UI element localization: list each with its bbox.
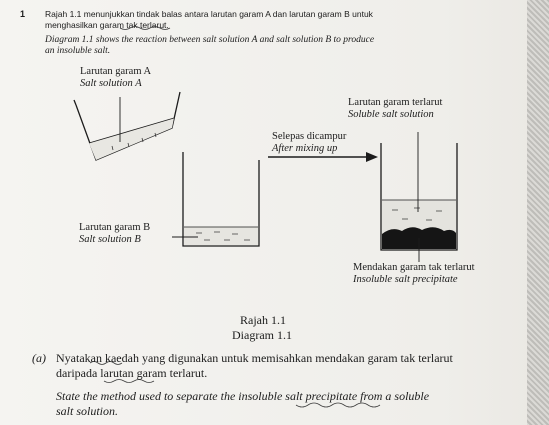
part-a-ms-line2: daripada larutan garam terlarut. — [56, 366, 208, 380]
question-number: 1 — [20, 9, 26, 19]
part-a-ms-line1: Nyatakan kaedah yang digunakan untuk memisahkan mendakan garam tak terlarut — [56, 351, 453, 365]
label-a-ms: Larutan garam A — [80, 66, 152, 77]
part-a-en-line2: salt solution. — [56, 404, 119, 418]
precipitate-label-en: Insoluble salt precipitate — [353, 274, 458, 285]
intro-en-line1: Diagram 1.1 shows the reaction between salt solution A and salt solution B to produce — [45, 35, 375, 45]
label-b-ms: Larutan garam B — [79, 222, 151, 233]
soluble-label-en: Soluble salt solution — [348, 109, 434, 120]
underline-garam — [120, 27, 170, 30]
underline-insoluble — [296, 403, 380, 407]
label-a-en: Salt solution A — [80, 78, 142, 89]
caption-en: Diagram 1.1 — [232, 328, 292, 342]
label-b-en: Salt solution B — [79, 234, 141, 245]
arrow-label-ms: Selepas dicampur — [272, 131, 347, 142]
part-a-en-line1: State the method used to separate the insoluble salt precipitate from a soluble — [56, 389, 430, 403]
intro-ms-line2: menghasilkan garam tak terlarut. — [45, 20, 169, 30]
precipitate-label-ms: Mendakan garam tak terlarut — [353, 262, 475, 273]
intro-ms-line1: Rajah 1.1 menunjukkan tindak balas antara larutan garam A dan larutan garam B untuk — [45, 9, 373, 19]
soluble-label-ms: Larutan garam terlarut — [348, 97, 443, 108]
solution-b-liquid — [184, 227, 258, 245]
caption-ms: Rajah 1.1 — [240, 313, 286, 327]
mixing-arrow-head — [366, 152, 378, 162]
intro-en-line2: an insoluble salt. — [45, 46, 111, 56]
arrow-label-en: After mixing up — [272, 143, 338, 154]
part-a-label: (a) — [32, 351, 46, 365]
